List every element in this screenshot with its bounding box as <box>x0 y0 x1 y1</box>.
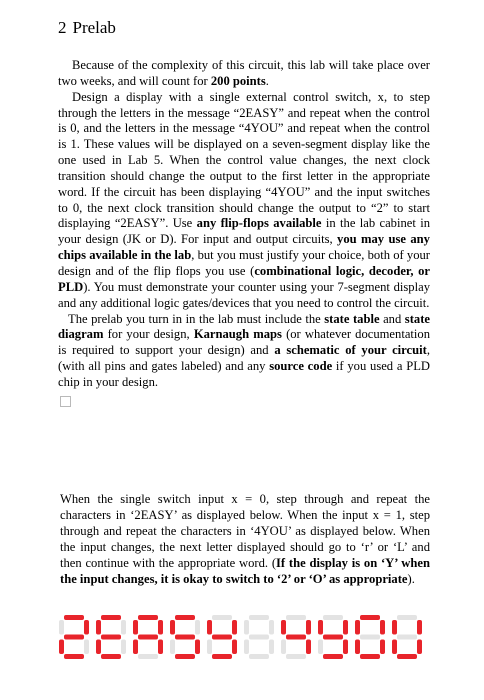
segment-upper-left <box>244 620 249 635</box>
paragraph-switch <box>60 492 430 587</box>
segment-lower-left <box>281 640 286 655</box>
segment-bottom <box>212 654 232 659</box>
bold-text: combinational logic, decoder, or PLD <box>58 263 430 294</box>
text-run: , but you must justify your choice, both of your design and of the flip flops you use ( <box>58 248 430 278</box>
segment-bottom <box>175 654 195 659</box>
display-digit <box>355 615 385 659</box>
segment-top <box>175 615 195 620</box>
segment-bottom <box>138 654 158 659</box>
display-digit <box>207 615 237 659</box>
segment-upper-right <box>417 620 422 635</box>
segment-lower-left <box>170 640 175 655</box>
segment-top <box>138 615 158 620</box>
segment-upper-right <box>195 620 200 635</box>
segment-middle <box>101 635 121 640</box>
segment-middle <box>64 635 84 640</box>
segment-middle <box>249 635 269 640</box>
segment-upper-left <box>133 620 138 635</box>
segment-top <box>249 615 269 620</box>
text-run: Design a display with a single external control switch, x, to step through the letters in the message “2EASY” and repeat when the control is 0, and the letters in the message “4YOU” and repeat when the control is 1. These values will be displayed on a seven-segment display like the one used in Lab 5. When the control value changes, the next clock transition should change the output to the first letter in the appropriate word. If the circuit has been displaying “4YOU” and the input switches to 0, the next clock transition should change the output to “2” to start displaying “2EASY”. Use <box>58 89 430 231</box>
segment-lower-right <box>195 640 200 655</box>
segment-upper-right <box>343 620 348 635</box>
segment-middle <box>397 635 417 640</box>
section-heading <box>58 18 116 38</box>
bold-text: 200 points <box>210 73 266 88</box>
display-digit <box>133 615 163 659</box>
switch-description <box>60 492 430 587</box>
bold-text: a schematic of your circuit <box>274 343 427 358</box>
segment-bottom <box>323 654 343 659</box>
segment-upper-left <box>281 620 286 635</box>
empty-checkbox-icon[interactable] <box>60 396 71 407</box>
display-digit <box>392 615 422 659</box>
segment-upper-left <box>318 620 323 635</box>
text-run: if you used a PLD chip in your design. <box>58 359 430 389</box>
text-run: (or whatever documentation is required to support your design) and <box>58 327 431 358</box>
section-title: Prelab <box>72 18 116 37</box>
segment-upper-right <box>84 620 89 635</box>
text-run: and <box>379 311 405 326</box>
segment-bottom <box>249 654 269 659</box>
segment-lower-right <box>121 640 126 655</box>
segment-lower-left <box>207 640 212 655</box>
bold-text: If the display is on ‘Y’ when the input changes, it is okay to switch to ‘2’ or ‘O’ as appropriate <box>60 555 430 586</box>
bold-text: state diagram <box>58 311 430 342</box>
text-run: . <box>265 73 269 88</box>
segment-bottom <box>101 654 121 659</box>
segment-lower-right <box>306 640 311 655</box>
text-run: ). You must demonstrate your counter using your 7-segment display and any additional logic gates/devices that you need to control the circuit. <box>58 279 430 310</box>
segment-upper-left <box>207 620 212 635</box>
display-digit <box>59 615 89 659</box>
segment-top <box>101 615 121 620</box>
segment-middle <box>286 635 306 640</box>
display-digit <box>318 615 348 659</box>
segment-upper-right <box>232 620 237 635</box>
bold-text: Karnaugh maps <box>193 327 282 342</box>
prelab-body <box>58 58 430 407</box>
segment-bottom <box>64 654 84 659</box>
segment-lower-right <box>380 640 385 655</box>
segment-bottom <box>286 654 306 659</box>
segment-lower-left <box>96 640 101 655</box>
segment-top <box>286 615 306 620</box>
section-number: 2 <box>58 18 67 37</box>
text-run: When the single switch input x = 0, step through and repeat the characters in ‘2EASY’ as displayed below. When the input x = 1, step through and repeat the characters in ‘4YOU’ as displayed below. When the input changes, the next letter displayed should go to ‘r’ or ‘L’ and then continue with the appropriate word. ( <box>60 492 430 570</box>
bold-text: state table <box>324 311 380 326</box>
text-run: for your design, <box>103 327 194 342</box>
segment-top <box>360 615 380 620</box>
segment-upper-left <box>59 620 64 635</box>
segment-lower-left <box>392 640 397 655</box>
segment-lower-right <box>84 640 89 655</box>
segment-lower-left <box>59 640 64 655</box>
segment-lower-left <box>355 640 360 655</box>
segment-middle <box>360 635 380 640</box>
paragraph-intro <box>58 58 430 90</box>
text-run: ). <box>407 571 415 586</box>
segment-lower-right <box>158 640 163 655</box>
segment-upper-right <box>306 620 311 635</box>
segment-upper-left <box>170 620 175 635</box>
segment-upper-right <box>380 620 385 635</box>
segment-upper-left <box>96 620 101 635</box>
segment-upper-right <box>158 620 163 635</box>
bold-text: source code <box>269 359 333 374</box>
display-digit <box>281 615 311 659</box>
text-run: , (with all pins and gates labeled) and any <box>58 343 430 374</box>
segment-lower-left <box>318 640 323 655</box>
seven-segment-display <box>58 614 430 660</box>
segment-middle <box>138 635 158 640</box>
display-digit <box>96 615 126 659</box>
segment-top <box>64 615 84 620</box>
segment-lower-right <box>343 640 348 655</box>
paragraph-design <box>58 90 430 312</box>
paragraph-requirements <box>58 312 430 391</box>
segment-middle <box>212 635 232 640</box>
segment-lower-right <box>232 640 237 655</box>
display-digit <box>170 615 200 659</box>
segment-lower-right <box>417 640 422 655</box>
text-run: Because of the complexity of this circuit, this lab will take place over two weeks, and will count for <box>58 58 430 88</box>
segment-lower-left <box>244 640 249 655</box>
text-run: The prelab you turn in in the lab must include the <box>68 311 325 326</box>
segment-upper-right <box>121 620 126 635</box>
display-digit <box>244 615 274 659</box>
segment-upper-left <box>392 620 397 635</box>
segment-top <box>323 615 343 620</box>
segment-middle <box>175 635 195 640</box>
segment-upper-left <box>355 620 360 635</box>
segment-upper-right <box>269 620 274 635</box>
segment-top <box>212 615 232 620</box>
bold-text: you may use any chips available in the lab <box>58 232 430 263</box>
segment-lower-right <box>269 640 274 655</box>
bold-text: any flip-flops available <box>196 216 322 231</box>
segment-top <box>397 615 417 620</box>
segment-bottom <box>360 654 380 659</box>
segment-bottom <box>397 654 417 659</box>
segment-middle <box>323 635 343 640</box>
segment-lower-left <box>133 640 138 655</box>
text-run: in the lab cabinet in your design (JK or D). For input and output circuits, <box>58 216 431 247</box>
